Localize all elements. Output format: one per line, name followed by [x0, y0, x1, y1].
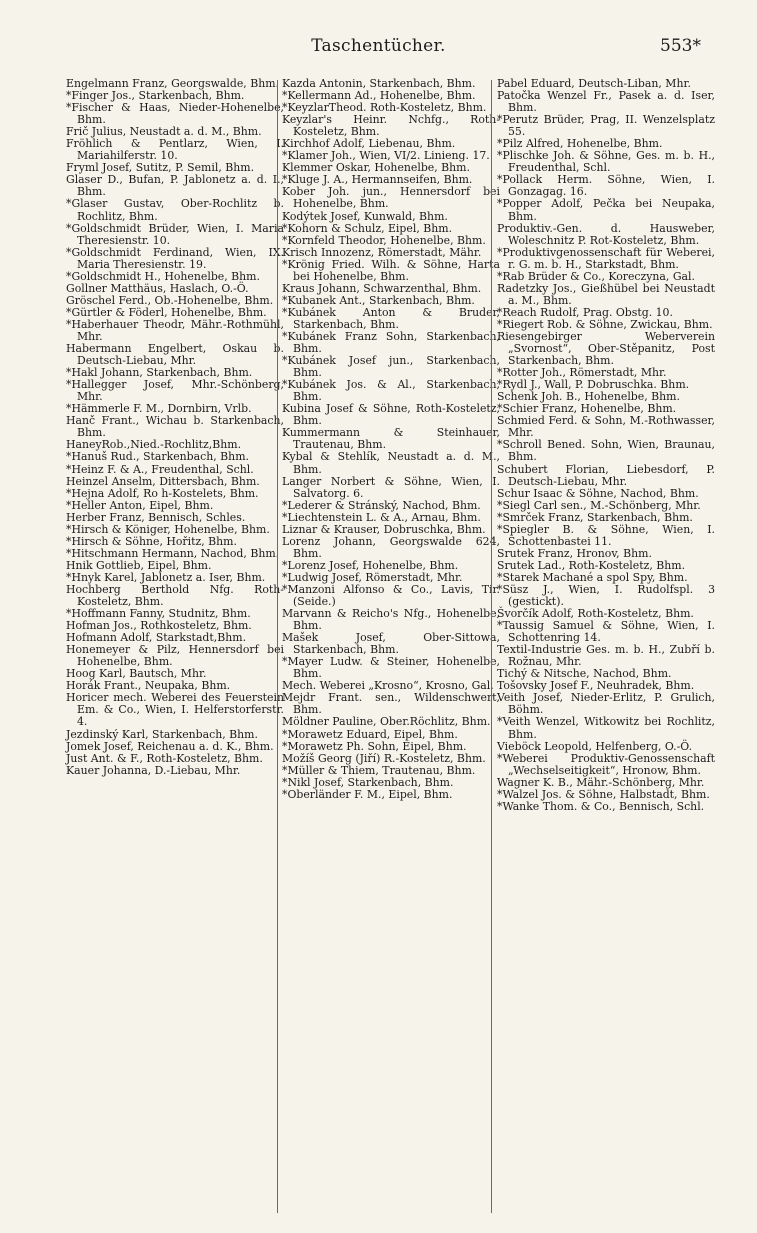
directory-entry: Schmied Ferd. & Sohn, M.-Rothwasser, Mhr.: [497, 414, 715, 440]
directory-entry: Mech. Weberei „Krosno“, Krosno, Gal.: [282, 679, 494, 693]
directory-entry: Produktiv.-Gen. d. Hausweber, Woleschnitz P. Rot-Kosteletz, Bhm.: [497, 221, 715, 247]
directory-entry: *Hanuš Rud., Starkenbach, Bhm.: [66, 450, 249, 464]
directory-entry: *Kubánek Franz Sohn, Starkenbach, Bhm.: [282, 329, 500, 356]
directory-entry: Srutek Franz, Hronov, Bhm.: [497, 546, 652, 560]
directory-entry: Engelmann Franz, Georgswalde, Bhm.: [66, 77, 280, 90]
directory-entry: *Kornfeld Theodor, Hohenelbe, Bhm.: [282, 233, 486, 247]
directory-entry: Fröhlich & Pentlarz, Wien, I. Mariahilferstr. 10.: [66, 137, 284, 163]
directory-entry: Schenk Joh. B., Hohenelbe, Bhm.: [497, 390, 680, 404]
directory-entry: Glaser D., Bufan, P. Jablonetz a. d. I., Bhm.: [66, 173, 284, 199]
directory-entry: Jomek Josef, Reichenau a. d. K., Bhm.: [66, 739, 274, 753]
directory-entry: Langer Norbert & Söhne, Wien, I. Salvatorg. 6.: [282, 474, 500, 500]
directory-entry: *Starek Machané a spol Spy, Bhm.: [497, 570, 688, 584]
directory-entry: Kybal & Stehlík, Neustadt a. d. M., Bhm.: [282, 450, 500, 476]
directory-entry: *Morawetz Eduard, Eipel, Bhm.: [282, 727, 458, 741]
directory-entry: Liznar & Krauser, Dobruschka, Bhm.: [282, 522, 486, 536]
directory-entry: Möldner Pauline, Ober.Röchlitz, Bhm.: [282, 715, 491, 729]
directory-column-1: [66, 78, 284, 777]
directory-entry: Herber Franz, Bennisch, Schles.: [66, 510, 246, 524]
directory-entry: Horák Frant., Neupaka, Bhm.: [66, 679, 231, 693]
directory-entry: *Nikl Josef, Starkenbach, Bhm.: [282, 775, 454, 789]
page-title: Taschentücher.: [311, 36, 446, 56]
page-number: 553*: [660, 36, 701, 56]
directory-entry: Patočka Wenzel Fr., Pasek a. d. Iser, Bhm.: [497, 89, 715, 115]
directory-entry: Hofman Jos., Rothkosteletz, Bhm.: [66, 619, 252, 633]
directory-entry: *Lederer & Stránský, Nachod, Bhm.: [282, 498, 481, 512]
directory-entry: *Hitschmann Hermann, Nachod, Bhm.: [66, 546, 280, 560]
directory-entry: Hanč Frant., Wichau b. Starkenbach, Bhm.: [66, 414, 284, 440]
directory-entry: Možíš Georg (Jiří) R.-Kosteletz, Bhm.: [282, 751, 486, 765]
directory-entry: Heinzel Anselm, Dittersbach, Bhm.: [66, 474, 260, 488]
directory-entry: Kazda Antonin, Starkenbach, Bhm.: [282, 77, 476, 90]
directory-entry: Pabel Eduard, Deutsch-Liban, Mhr.: [497, 77, 691, 90]
directory-entry: Kodýtek Josef, Kunwald, Bhm.: [282, 209, 448, 223]
directory-entry: *Rotter Joh., Römerstadt, Mhr.: [497, 366, 667, 380]
directory-entry: *Goldschmidt Brüder, Wien, I. Maria Theresienstr. 10.: [66, 221, 284, 247]
directory-entry: *Fischer & Haas, Nieder-Hohenelbe, Bhm.: [66, 101, 284, 127]
directory-entry: *Ludwig Josef, Römerstadt, Mhr.: [282, 570, 463, 584]
directory-entry: *Rab Brüder & Co., Koreczyna, Gal.: [497, 269, 695, 283]
directory-entry: *Rydl J., Wall, P. Dobruschka. Bhm.: [497, 378, 690, 392]
column-divider: [277, 80, 278, 1213]
directory-entry: *Manzoni Alfonso & Co., Lavis, Tir. (Seide.): [282, 582, 500, 609]
directory-entry: *Kubanek Ant., Starkenbach, Bhm.: [282, 293, 475, 307]
directory-entry: Schubert Florian, Liebesdorf, P. Deutsch-Liebau, Mhr.: [497, 462, 715, 488]
directory-entry: *Heller Anton, Eipel, Bhm.: [66, 498, 214, 512]
directory-entry: *Hämmerle F. M., Dornbirn, Vrlb.: [66, 402, 252, 416]
directory-column-3: [497, 78, 715, 813]
directory-entry: *Hallegger Josef, Mhr.-Schönberg, Mhr.: [66, 378, 284, 404]
directory-entry: *Kellermann Ad., Hohenelbe, Bhm.: [282, 89, 476, 103]
directory-entry: *Siegl Carl sen., M.-Schönberg, Mhr.: [497, 498, 701, 512]
directory-entry: Kauer Johanna, D.-Liebau, Mhr.: [66, 763, 241, 777]
directory-entry: *Weberei Produktiv-Genossenschaft „Wechselseitigkeit“, Hronow, Bhm.: [497, 751, 715, 777]
column-divider: [491, 80, 492, 1213]
directory-entry: *Kohorn & Schulz, Eipel, Bhm.: [282, 221, 453, 235]
directory-entry: Lorenz Johann, Georgswalde 624, Bhm.: [282, 534, 500, 560]
directory-entry: Just Ant. & F., Roth-Kosteletz, Bhm.: [66, 751, 263, 765]
directory-entry: Jezdinský Karl, Starkenbach, Bhm.: [66, 727, 258, 741]
directory-entry: *Wanke Thom. & Co., Bennisch, Schl.: [497, 799, 705, 813]
directory-entry: *Kluge J. A., Hermannseifen, Bhm.: [282, 173, 473, 187]
directory-entry: Švorčík Adolf, Roth-Kosteletz, Bhm.: [497, 607, 694, 621]
directory-entry: Krisch Innozenz, Römerstadt, Mähr.: [282, 245, 482, 259]
directory-entry: *KeyzlarTheod. Roth-Kosteletz, Bhm.: [282, 101, 487, 115]
directory-entry: *Gürtler & Föderl, Hohenelbe, Bhm.: [66, 305, 267, 319]
directory-entry: *Reach Rudolf, Prag. Obstg. 10.: [497, 305, 673, 319]
directory-entry: Wagner K. B., Mähr.-Schönberg, Mhr.: [497, 775, 705, 789]
directory-entry: Marvann & Reicho's Nfg., Hohenelbe, Bhm.: [282, 607, 500, 633]
directory-entry: *Popper Adolf, Pečka bei Neupaka, Bhm.: [497, 197, 715, 223]
directory-entry: *Produktivgenossenschaft für Weberei, r. G. m. b. H., Starkstadt, Bhm.: [497, 245, 715, 271]
directory-entry: *Taussig Samuel & Söhne, Wien, I. Schottenring 14.: [497, 619, 715, 645]
directory-entry: *Liechtenstein L. & A., Arnau, Bhm.: [282, 510, 481, 524]
directory-entry: *Pilz Alfred, Hohenelbe, Bhm.: [497, 137, 663, 151]
directory-entry: *Hirsch & Söhne, Hořitz, Bhm.: [66, 534, 237, 548]
directory-entry: *Müller & Thiem, Trautenau, Bhm.: [282, 763, 476, 777]
directory-entry: Srutek Lad., Roth-Kosteletz, Bhm.: [497, 558, 686, 572]
directory-entry: Hochberg Berthold Nfg. Roth-Kosteletz, Bhm.: [66, 582, 284, 609]
directory-entry: *Hakl Johann, Starkenbach, Bhm.: [66, 366, 253, 380]
directory-entry: *Heinz F. & A., Freudenthal, Schl.: [66, 462, 254, 476]
directory-entry: *Goldschmidt H., Hohenelbe, Bhm.: [66, 269, 260, 283]
directory-entry: *Goldschmidt Ferdinand, Wien, IX. Maria Theresienstr. 19.: [66, 245, 284, 271]
directory-entry: Tichý & Nitsche, Nachod, Bhm.: [497, 667, 672, 681]
directory-entry: Kraus Johann, Schwarzenthal, Bhm.: [282, 281, 482, 295]
directory-entry: *Klamer Joh., Wien, VI/2. Linieng. 17.: [282, 149, 490, 163]
directory-entry: *Riegert Rob. & Söhne, Zwickau, Bhm.: [497, 317, 713, 331]
directory-entry: Hnik Gottlieb, Eipel, Bhm.: [66, 558, 212, 572]
directory-entry: *Schier Franz, Hohenelbe, Bhm.: [497, 402, 677, 416]
directory-entry: *Kubánek Anton & Bruder, Starkenbach, Bhm.: [282, 305, 500, 331]
directory-entry: Gollner Matthäus, Haslach, O.-Ö.: [66, 281, 249, 295]
directory-entry: *Lorenz Josef, Hohenelbe, Bhm.: [282, 558, 459, 572]
directory-entry: Fryml Josef, Sutitz, P. Semil, Bhm.: [66, 161, 255, 175]
directory-entry: *Hirsch & Königer, Hohenelbe, Bhm.: [66, 522, 270, 536]
directory-entry: Kober Joh. jun., Hennersdorf bei Hohenelbe, Bhm.: [282, 185, 500, 211]
directory-entry: *Kubánek Josef jun., Starkenbach, Bhm.: [282, 354, 500, 380]
directory-entry: *Hnyk Karel, Jablonetz a. Iser, Bhm.: [66, 570, 266, 584]
directory-entry: *Spiegler B. & Söhne, Wien, I. Schottenbastei 11.: [497, 522, 715, 548]
directory-entry: Kirchhof Adolf, Liebenau, Bhm.: [282, 137, 456, 151]
directory-entry: Hofmann Adolf, Starkstadt,Bhm.: [66, 631, 247, 645]
directory-entry: Mejdr Frant. sen., Wildenschwert, Bhm.: [282, 691, 500, 717]
directory-entry: *Finger Jos., Starkenbach, Bhm.: [66, 89, 245, 103]
directory-entry: *Oberländer F. M., Eipel, Bhm.: [282, 787, 453, 801]
directory-entry: *Hoffmann Fanny, Studnitz, Bhm.: [66, 607, 251, 621]
directory-entry: *Kubánek Jos. & Al., Starkenbach, Bhm.: [282, 378, 500, 404]
directory-entry: Kubina Josef & Söhne, Roth-Kosteletz, Bhm.: [282, 402, 500, 428]
directory-entry: Vieböck Leopold, Helfenberg, O.-Ö.: [497, 739, 693, 753]
directory-entry: *Hejna Adolf, Ro h-Kostelets, Bhm.: [66, 486, 259, 500]
directory-entry: *Süsz J., Wien, I. Rudolfspl. 3 (gestickt).: [497, 582, 715, 609]
directory-entry: Textil-Industrie Ges. m. b. H., Zubří b. Rožnau, Mhr.: [497, 643, 715, 669]
directory-entry: Schur Isaac & Söhne, Nachod, Bhm.: [497, 486, 699, 500]
directory-entry: Honemeyer & Pilz, Hennersdorf bei Hohenelbe, Bhm.: [66, 643, 284, 669]
directory-entry: *Smrček Franz, Starkenbach, Bhm.: [497, 510, 693, 524]
directory-entry: *Plischke Joh. & Söhne, Ges. m. b. H., Freudenthal, Schl.: [497, 149, 715, 175]
directory-entry: Klemmer Oskar, Hohenelbe, Bhm.: [282, 161, 470, 175]
directory-entry: *Perutz Brüder, Prag, II. Wenzelsplatz 55.: [497, 113, 715, 139]
directory-entry: Riesengebirger Weberverein „Svornost“, Ober-Stěpanitz, Post Starkenbach, Bhm.: [497, 329, 715, 368]
directory-entry: Habermann Engelbert, Oskau b. Deutsch-Liebau, Mhr.: [66, 342, 284, 368]
directory-entry: *Walzel Jos. & Söhne, Halbstadt, Bhm.: [497, 787, 710, 801]
directory-entry: Veith Josef, Nieder-Erlitz, P. Grulich, Böhm.: [497, 691, 715, 717]
directory-entry: Gröschel Ferd., Ob.-Hohenelbe, Bhm.: [66, 293, 274, 307]
directory-entry: *Glaser Gustav, Ober-Rochlitz b. Rochlitz, Bhm.: [66, 197, 284, 223]
directory-entry: *Morawetz Ph. Sohn, Eipel, Bhm.: [282, 739, 467, 753]
directory-entry: HaneyRob.,Nied.-Rochlitz,Bhm.: [66, 438, 242, 452]
directory-entry: Frič Julius, Neustadt a. d. M., Bhm.: [66, 125, 262, 139]
directory-entry: Mašek Josef, Ober-Sittowa, Starkenbach, Bhm.: [282, 631, 500, 657]
directory-entry: Tošovsky Josef F., Neuhradek, Bhm.: [497, 679, 695, 693]
directory-entry: *Haberhauer Theodr, Mähr.-Rothmühl, Mhr.: [66, 317, 284, 343]
directory-entry: Hoog Karl, Bautsch, Mhr.: [66, 667, 207, 681]
directory-entry: Horicer mech. Weberei des Feuerstein Em. & Co., Wien, I. Helferstorferstr. 4.: [66, 691, 284, 729]
directory-entry: Kummermann & Steinhauer, Trautenau, Bhm.: [282, 426, 500, 452]
directory-entry: *Schroll Bened. Sohn, Wien, Braunau, Bhm.: [497, 438, 715, 464]
directory-entry: *Krönig Fried. Wilh. & Söhne, Harta bei Hohenelbe, Bhm.: [282, 257, 500, 283]
directory-entry: Radetzky Jos., Gießhübel bei Neustadt a. M., Bhm.: [497, 281, 715, 307]
directory-entry: *Veith Wenzel, Witkowitz bei Rochlitz, Bhm.: [497, 715, 715, 741]
directory-entry: *Mayer Ludw. & Steiner, Hohenelbe, Bhm.: [282, 655, 500, 681]
directory-entry: Keyzlar's Heinr. Nchfg., Roth-Kosteletz, Bhm.: [282, 113, 500, 139]
directory-column-2: [282, 78, 500, 801]
directory-entry: *Pollack Herm. Söhne, Wien, I. Gonzagag. 16.: [497, 173, 715, 199]
